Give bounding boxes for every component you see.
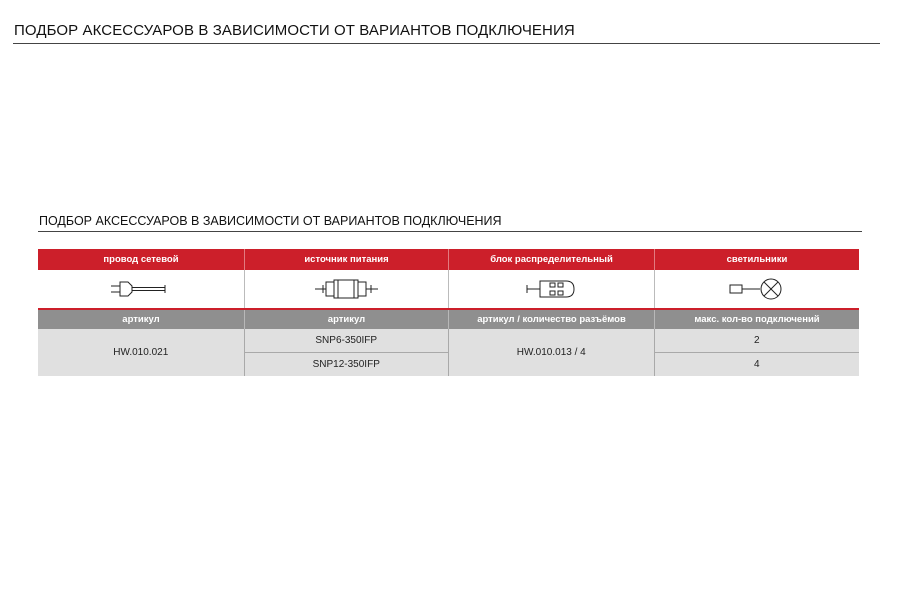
section-title-rule	[38, 231, 862, 232]
distribution-block-cell	[448, 270, 654, 308]
table-icon-row	[38, 270, 859, 308]
column-header-lamps: светильники	[654, 249, 859, 270]
accessories-table	[38, 249, 859, 376]
max-connections-stack	[654, 329, 860, 376]
column-header-power-cord: провод сетевой	[38, 249, 244, 270]
psu-article-value: SNP12-350IFP	[245, 352, 449, 376]
power-supply-cell	[244, 270, 448, 308]
table-subheader-row	[38, 310, 859, 329]
column-header-distribution-block: блок распределительный	[448, 249, 654, 270]
power-cord-icon	[110, 278, 172, 300]
cord-article-value: HW.010.021	[113, 347, 169, 358]
lamps-cell	[654, 270, 859, 308]
max-connections-value: 2	[753, 335, 760, 346]
table-row	[38, 329, 859, 376]
subheader-psu-article: артикул	[244, 310, 448, 329]
section-title: ПОДБОР АКСЕССУАРОВ В ЗАВИСИМОСТИ ОТ ВАРИАНТОВ ПОДКЛЮЧЕНИЯ	[39, 214, 502, 228]
block-article-value: HW.010.013 / 4	[448, 329, 654, 376]
page-title: ПОДБОР АКСЕССУАРОВ В ЗАВИСИМОСТИ ОТ ВАРИАНТОВ ПОДКЛЮЧЕНИЯ	[14, 22, 575, 39]
table-header-row	[38, 249, 859, 270]
subheader-cord-article: артикул	[38, 310, 244, 329]
power-cord-cell	[38, 270, 244, 308]
power-supply-icon	[314, 277, 380, 301]
lamp-icon	[728, 276, 786, 302]
subheader-max-connections: макс. кол-во подключений	[654, 310, 859, 329]
page-title-rule	[13, 43, 880, 44]
psu-article-value: SNP6-350IFP	[315, 335, 378, 346]
subheader-block-article: артикул / количество разъёмов	[448, 310, 654, 329]
psu-article-stack	[244, 329, 449, 376]
distribution-block-icon	[526, 276, 578, 302]
max-connections-value: 4	[655, 352, 860, 376]
column-header-power-supply: источник питания	[244, 249, 448, 270]
